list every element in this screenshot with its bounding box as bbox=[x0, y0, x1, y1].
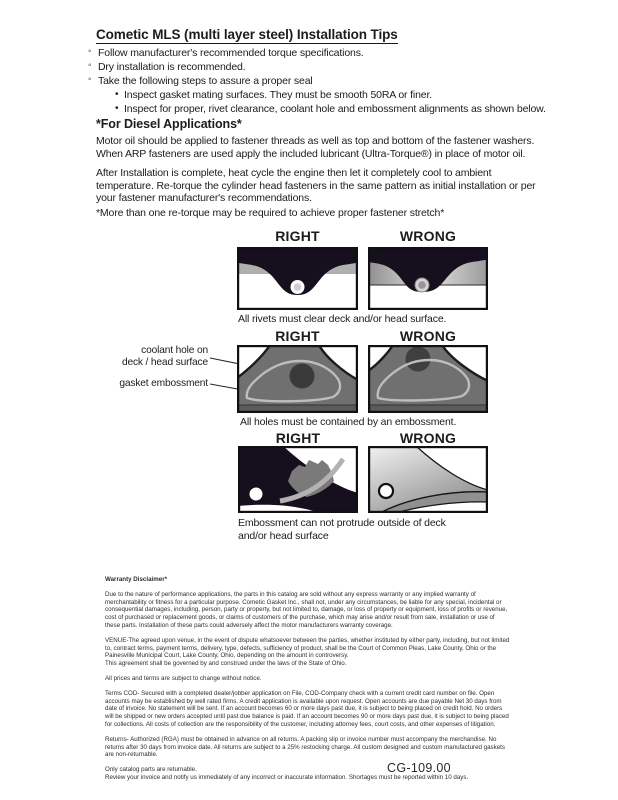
warranty-paragraph: Due to the nature of performance applications, the parts in this catalog are sold without any express warranty or any implied warranty of merchantability or fitness for a particular purpose. Cometic Gasket Inc., shall not, under any circumstances, be liable for any special, incidental or consequential damages, including, person, party or property, but not limited to, damage, or loss of property or equipment, loss of profits or revenue, cost of purchased or replacement goods, or claims of customers of the purchase, which may arise and/or result from sale, installation or use of these parts. Installation of these parts could adversely affect the motor manufacturers warranty coverage. bbox=[105, 590, 508, 629]
row3-wrong-label: WRONG bbox=[399, 430, 457, 446]
prices-line: All prices and terms are subject to change without notice. bbox=[105, 674, 262, 682]
review-invoice-line: Review your invoice and notify us immediately of any incorrect or inaccurate information. Shortages must be reported within 10 days. bbox=[105, 773, 469, 781]
coolant-hole-label-line2: deck / head surface bbox=[121, 356, 208, 368]
gasket-embossment-label: gasket embossment bbox=[119, 378, 208, 389]
diagram-protrude-wrong bbox=[368, 446, 488, 513]
installation-tips-list bbox=[88, 46, 558, 116]
warranty-heading: Warranty Disclaimer* bbox=[105, 576, 168, 583]
page-title: Cometic MLS (multi layer steel) Installation Tips bbox=[96, 27, 398, 42]
row1-caption: All rivets must clear deck and/or head surface. bbox=[238, 313, 447, 325]
diagram-rivet-right bbox=[237, 247, 358, 310]
row3-caption-line1: Embossment can not protrude outside of deck bbox=[238, 517, 446, 529]
diagram-rivet-wrong bbox=[368, 247, 488, 310]
venue-paragraph: VENUE-The agreed upon venue, in the event of dispute whatsoever between the parties, whether instituted by either party, including, but not limited to, contract terms, payment terms, delivery, type, defects, sufficiency of product, shall be the Court of Common Pleas, Lake County, Ohio or the Painesville Municipal Court, Lake County, Ohio, depending on the amount in controversy. bbox=[105, 636, 510, 660]
terms-paragraph: Terms COD- Secured with a completed dealer/jobber application on File, COD-Company check with a current credit card number on file. Open accounts may be established by well rated firms. A credit application is available upon request. Open accounts are due payable Net 30 days from date of invoice. No statement will be sent. If an account becomes 60 or more days past due, it is subject to being placed on credit hold. No orders will be shipped or new orders accepted until past due balance is paid. If an account becomes 90 or more days past due, it is subject to being placed for collections. All costs of collection are the responsibility of the customer, including attorney fees, court costs, and other expenses of litigation. bbox=[105, 689, 509, 728]
catalog-parts-line: Only catalog parts are returnable. bbox=[105, 766, 197, 774]
warranty-disclaimer-section bbox=[105, 576, 511, 782]
coolant-hole-label bbox=[90, 345, 208, 368]
governing-law-line: This agreement shall be governed by and construed under the laws of the State of Ohio. bbox=[105, 660, 347, 668]
bolt-hole bbox=[250, 488, 263, 501]
diagram-protrude-right bbox=[238, 446, 358, 513]
retorque-note: *More than one re-torque may be required to achieve proper fastener stretch* bbox=[96, 207, 445, 219]
row3-caption-line2: and/or head surface bbox=[238, 530, 329, 542]
row1-wrong-label: WRONG bbox=[399, 228, 457, 244]
diagram-hole-right bbox=[237, 345, 358, 413]
tip-sub-item: • Inspect gasket mating surfaces. They must be smooth 50RA or finer. bbox=[88, 88, 558, 102]
returns-paragraph: Returns- Authorized (RGA) must be obtained in advance on all returns. A packing slip or invoice number must accompany the merchandise. No returns after 30 days from invoice date. All returns are subject to a 25% restocking charge. All custom designed and custom manufactured gaskets are non-returnable. bbox=[105, 735, 505, 759]
row3-caption bbox=[238, 517, 498, 543]
tip-item: ◦ Take the following steps to assure a proper seal bbox=[88, 74, 558, 88]
diesel-paragraph-2: After Installation is complete, heat cycle the engine then let it completely cool to ambient temperature. Re-torque the cylinder head fasteners in the same pattern as initial installation or per your fastener manufacturer's recommendations. bbox=[96, 167, 536, 205]
coolant-hole bbox=[290, 364, 315, 389]
row2-wrong-label: WRONG bbox=[399, 328, 457, 344]
tip-sub-item: • Inspect for proper, rivet clearance, coolant hole and embossment alignments as shown below. bbox=[88, 102, 558, 116]
diagram-hole-wrong bbox=[368, 345, 488, 413]
row1-right-label: RIGHT bbox=[275, 228, 320, 244]
document-code: CG-109.00 bbox=[387, 761, 451, 775]
row2-right-label: RIGHT bbox=[275, 328, 320, 344]
bolt-hole bbox=[379, 484, 393, 498]
row3-right-label: RIGHT bbox=[275, 430, 321, 446]
tip-item: ◦ Dry installation is recommended. bbox=[88, 60, 558, 74]
tip-item: ◦ Follow manufacturer's recommended torque specifications. bbox=[88, 46, 558, 60]
diesel-paragraph-1: Motor oil should be applied to fastener threads as well as top and bottom of the fastener washers. When ARP fasteners are used apply the included lubricant (Ultra-Torque®) in place of motor oil. bbox=[96, 135, 535, 160]
coolant-hole-label-line1: coolant hole on bbox=[141, 345, 208, 356]
diesel-applications-heading: *For Diesel Applications* bbox=[96, 117, 242, 131]
row2-caption: All holes must be contained by an embossment. bbox=[240, 416, 457, 428]
